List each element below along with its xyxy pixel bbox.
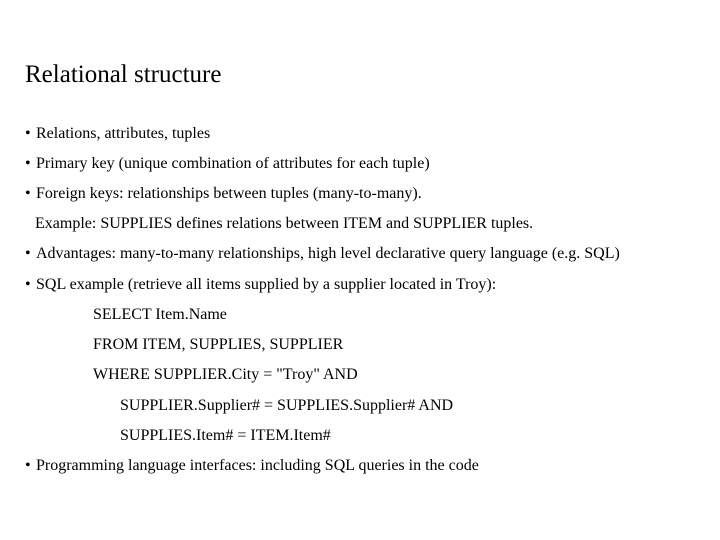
bullet-dot: •	[25, 125, 31, 142]
bullet-text: Primary key (unique combination of attributes for each tuple)	[36, 155, 430, 172]
bullet-foreign-keys	[25, 184, 422, 204]
bullet-text: SQL example (retrieve all items supplied by a supplier located in Troy):	[36, 276, 497, 293]
bullet-dot: •	[25, 457, 31, 474]
bullet-relations	[25, 124, 210, 144]
foreign-keys-example: Example: SUPPLIES defines relations between ITEM and SUPPLIER tuples.	[35, 215, 534, 232]
bullet-dot: •	[25, 155, 31, 172]
bullet-dot: •	[25, 276, 31, 293]
sql-join-item-line: SUPPLIES.Item# = ITEM.Item#	[120, 427, 331, 444]
bullet-dot: •	[25, 185, 31, 202]
slide-title: Relational structure	[25, 61, 222, 88]
bullet-dot: •	[25, 245, 31, 262]
bullet-text: Programming language interfaces: including SQL queries in the code	[36, 457, 479, 474]
sql-join-supplier-line: SUPPLIER.Supplier# = SUPPLIES.Supplier# AND	[120, 397, 454, 414]
bullet-programming-interfaces	[25, 456, 479, 476]
sql-where-line: WHERE SUPPLIER.City = "Troy" AND	[93, 366, 358, 383]
sql-select-line: SELECT Item.Name	[93, 306, 227, 323]
sql-from-line: FROM ITEM, SUPPLIES, SUPPLIER	[93, 336, 344, 353]
bullet-primary-key	[25, 154, 430, 174]
bullet-sql-example	[25, 275, 496, 295]
bullet-text: Advantages: many-to-many relationships, high level declarative query language (e.g. SQL)	[36, 245, 620, 262]
bullet-advantages	[25, 244, 620, 264]
bullet-text: Relations, attributes, tuples	[36, 125, 211, 142]
bullet-text: Foreign keys: relationships between tuples (many-to-many).	[36, 185, 422, 202]
